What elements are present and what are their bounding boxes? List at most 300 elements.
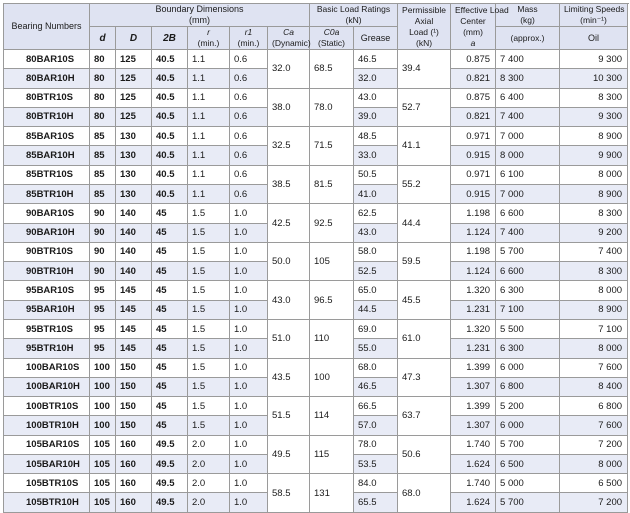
bearing-number-cell: 105BAR10S bbox=[4, 435, 90, 454]
cell-2B: 45 bbox=[152, 300, 188, 319]
cell-oil: 7 400 bbox=[560, 242, 628, 261]
cell-permissible-load: 65.0 bbox=[354, 281, 398, 300]
header-D: D bbox=[116, 27, 152, 50]
cell-permissible-load: 69.0 bbox=[354, 319, 398, 338]
cell-grease: 6 100 bbox=[496, 165, 560, 184]
cell-r1: 1.0 bbox=[230, 319, 268, 338]
cell-permissible-load: 68.0 bbox=[354, 358, 398, 377]
header-r1: r1 (min.) bbox=[230, 27, 268, 50]
cell-2B: 45 bbox=[152, 377, 188, 396]
cell-effective-center: 68.0 bbox=[398, 474, 451, 513]
cell-permissible-load: 58.0 bbox=[354, 242, 398, 261]
cell-effective-center: 41.1 bbox=[398, 127, 451, 166]
cell-grease: 7 000 bbox=[496, 127, 560, 146]
header-permissible-load: Permissible Axial Load (¹) (kN) bbox=[398, 4, 451, 50]
cell-c0a: 110 bbox=[310, 319, 354, 358]
cell-D: 125 bbox=[116, 50, 152, 69]
bearing-number-cell: 95BTR10H bbox=[4, 339, 90, 358]
cell-2B: 45 bbox=[152, 319, 188, 338]
cell-r1: 1.0 bbox=[230, 223, 268, 242]
cell-grease: 7 400 bbox=[496, 107, 560, 126]
cell-effective-center: 47.3 bbox=[398, 358, 451, 397]
cell-r1: 1.0 bbox=[230, 435, 268, 454]
cell-grease: 5 000 bbox=[496, 474, 560, 493]
cell-oil: 10 300 bbox=[560, 69, 628, 88]
cell-ca: 51.5 bbox=[268, 397, 310, 436]
cell-oil: 6 500 bbox=[560, 474, 628, 493]
table-row bbox=[4, 242, 628, 261]
table-row bbox=[4, 127, 628, 146]
cell-r: 1.5 bbox=[188, 204, 230, 223]
cell-r: 1.1 bbox=[188, 184, 230, 203]
cell-2B: 40.5 bbox=[152, 146, 188, 165]
cell-d: 100 bbox=[90, 358, 116, 377]
header-effective-load-center: Effective Load Center (mm) a bbox=[451, 4, 496, 50]
cell-mass: 0.821 bbox=[451, 107, 496, 126]
cell-D: 130 bbox=[116, 127, 152, 146]
cell-2B: 49.5 bbox=[152, 493, 188, 513]
cell-mass: 0.971 bbox=[451, 127, 496, 146]
table-row bbox=[4, 435, 628, 454]
cell-d: 105 bbox=[90, 474, 116, 493]
cell-r: 1.5 bbox=[188, 242, 230, 261]
cell-D: 145 bbox=[116, 281, 152, 300]
header-load-ratings: Basic Load Ratings (kN) bbox=[310, 4, 398, 27]
cell-mass: 0.821 bbox=[451, 69, 496, 88]
cell-effective-center: 63.7 bbox=[398, 397, 451, 436]
cell-r1: 0.6 bbox=[230, 146, 268, 165]
cell-mass: 0.915 bbox=[451, 146, 496, 165]
cell-r1: 0.6 bbox=[230, 88, 268, 107]
cell-2B: 49.5 bbox=[152, 454, 188, 473]
cell-d: 80 bbox=[90, 69, 116, 88]
cell-permissible-load: 39.0 bbox=[354, 107, 398, 126]
cell-oil: 8 000 bbox=[560, 281, 628, 300]
cell-mass: 1.399 bbox=[451, 397, 496, 416]
header-bearing-numbers: Bearing Numbers bbox=[4, 4, 90, 50]
bearing-number-cell: 85BAR10S bbox=[4, 127, 90, 146]
cell-r1: 1.0 bbox=[230, 358, 268, 377]
cell-2B: 45 bbox=[152, 223, 188, 242]
cell-r: 1.5 bbox=[188, 339, 230, 358]
header-2B: 2B bbox=[152, 27, 188, 50]
cell-d: 85 bbox=[90, 165, 116, 184]
cell-oil: 8 300 bbox=[560, 88, 628, 107]
cell-r: 1.5 bbox=[188, 300, 230, 319]
cell-grease: 5 700 bbox=[496, 242, 560, 261]
cell-D: 160 bbox=[116, 435, 152, 454]
cell-ca: 58.5 bbox=[268, 474, 310, 513]
cell-ca: 51.0 bbox=[268, 319, 310, 358]
cell-grease: 6 300 bbox=[496, 339, 560, 358]
cell-d: 85 bbox=[90, 146, 116, 165]
cell-D: 145 bbox=[116, 339, 152, 358]
cell-2B: 40.5 bbox=[152, 69, 188, 88]
bearing-number-cell: 80BAR10H bbox=[4, 69, 90, 88]
cell-r1: 0.6 bbox=[230, 165, 268, 184]
header-c0a: C0a (Static) bbox=[310, 27, 354, 50]
header-d: d bbox=[90, 27, 116, 50]
cell-grease: 6 600 bbox=[496, 262, 560, 281]
cell-grease: 8 300 bbox=[496, 69, 560, 88]
cell-ca: 32.5 bbox=[268, 127, 310, 166]
cell-r: 2.0 bbox=[188, 493, 230, 513]
cell-c0a: 114 bbox=[310, 397, 354, 436]
cell-grease: 5 500 bbox=[496, 319, 560, 338]
cell-mass: 1.740 bbox=[451, 435, 496, 454]
cell-permissible-load: 48.5 bbox=[354, 127, 398, 146]
cell-d: 90 bbox=[90, 242, 116, 261]
cell-permissible-load: 52.5 bbox=[354, 262, 398, 281]
cell-grease: 6 500 bbox=[496, 454, 560, 473]
cell-ca: 32.0 bbox=[268, 50, 310, 89]
cell-2B: 45 bbox=[152, 339, 188, 358]
cell-D: 130 bbox=[116, 184, 152, 203]
cell-oil: 7 600 bbox=[560, 358, 628, 377]
bearing-number-cell: 105BTR10H bbox=[4, 493, 90, 513]
cell-d: 105 bbox=[90, 435, 116, 454]
cell-permissible-load: 46.5 bbox=[354, 50, 398, 69]
cell-D: 160 bbox=[116, 493, 152, 513]
header-boundary-dimensions: Boundary Dimensions (mm) bbox=[90, 4, 310, 27]
cell-grease: 6 000 bbox=[496, 416, 560, 435]
cell-oil: 7 200 bbox=[560, 493, 628, 513]
cell-oil: 7 600 bbox=[560, 416, 628, 435]
bearing-number-cell: 90BAR10H bbox=[4, 223, 90, 242]
cell-r1: 1.0 bbox=[230, 300, 268, 319]
header-grease: Grease bbox=[354, 27, 398, 50]
cell-oil: 8 000 bbox=[560, 454, 628, 473]
bearing-number-cell: 90BTR10S bbox=[4, 242, 90, 261]
cell-mass: 0.875 bbox=[451, 88, 496, 107]
cell-oil: 9 300 bbox=[560, 107, 628, 126]
cell-c0a: 71.5 bbox=[310, 127, 354, 166]
cell-grease: 6 400 bbox=[496, 88, 560, 107]
cell-2B: 45 bbox=[152, 262, 188, 281]
cell-grease: 5 700 bbox=[496, 435, 560, 454]
bearing-number-cell: 80BTR10H bbox=[4, 107, 90, 126]
cell-2B: 49.5 bbox=[152, 435, 188, 454]
cell-permissible-load: 33.0 bbox=[354, 146, 398, 165]
cell-r: 1.5 bbox=[188, 281, 230, 300]
cell-grease: 6 800 bbox=[496, 377, 560, 396]
cell-D: 150 bbox=[116, 377, 152, 396]
cell-r: 1.5 bbox=[188, 416, 230, 435]
cell-permissible-load: 43.0 bbox=[354, 223, 398, 242]
cell-grease: 5 200 bbox=[496, 397, 560, 416]
cell-r: 1.1 bbox=[188, 165, 230, 184]
cell-oil: 8 300 bbox=[560, 262, 628, 281]
cell-r: 1.1 bbox=[188, 69, 230, 88]
cell-mass: 1.124 bbox=[451, 262, 496, 281]
cell-r: 1.5 bbox=[188, 397, 230, 416]
header-r: r (min.) bbox=[188, 27, 230, 50]
cell-effective-center: 50.6 bbox=[398, 435, 451, 474]
cell-r1: 0.6 bbox=[230, 127, 268, 146]
cell-mass: 1.198 bbox=[451, 204, 496, 223]
table-row bbox=[4, 474, 628, 493]
cell-D: 125 bbox=[116, 69, 152, 88]
bearing-number-cell: 100BTR10S bbox=[4, 397, 90, 416]
cell-D: 140 bbox=[116, 262, 152, 281]
bearing-number-cell: 95BAR10S bbox=[4, 281, 90, 300]
cell-d: 100 bbox=[90, 397, 116, 416]
cell-r: 1.5 bbox=[188, 223, 230, 242]
cell-D: 160 bbox=[116, 454, 152, 473]
cell-mass: 1.624 bbox=[451, 493, 496, 513]
cell-c0a: 81.5 bbox=[310, 165, 354, 204]
cell-r: 1.5 bbox=[188, 377, 230, 396]
cell-mass: 1.740 bbox=[451, 474, 496, 493]
cell-d: 80 bbox=[90, 107, 116, 126]
cell-r1: 1.0 bbox=[230, 262, 268, 281]
bearing-number-cell: 90BAR10S bbox=[4, 204, 90, 223]
cell-grease: 7 000 bbox=[496, 184, 560, 203]
cell-mass: 1.307 bbox=[451, 416, 496, 435]
cell-r: 1.5 bbox=[188, 262, 230, 281]
cell-mass: 1.231 bbox=[451, 339, 496, 358]
bearing-number-cell: 100BAR10H bbox=[4, 377, 90, 396]
cell-mass: 1.624 bbox=[451, 454, 496, 473]
cell-D: 130 bbox=[116, 146, 152, 165]
cell-grease: 8 000 bbox=[496, 146, 560, 165]
cell-permissible-load: 66.5 bbox=[354, 397, 398, 416]
cell-effective-center: 45.5 bbox=[398, 281, 451, 320]
cell-grease: 6 600 bbox=[496, 204, 560, 223]
cell-r: 2.0 bbox=[188, 474, 230, 493]
table-row bbox=[4, 397, 628, 416]
cell-2B: 40.5 bbox=[152, 88, 188, 107]
cell-c0a: 92.5 bbox=[310, 204, 354, 243]
cell-mass: 1.399 bbox=[451, 358, 496, 377]
bearing-number-cell: 85BAR10H bbox=[4, 146, 90, 165]
cell-D: 150 bbox=[116, 358, 152, 377]
table-row bbox=[4, 165, 628, 184]
cell-c0a: 115 bbox=[310, 435, 354, 474]
cell-2B: 45 bbox=[152, 416, 188, 435]
cell-effective-center: 52.7 bbox=[398, 88, 451, 127]
cell-oil: 9 200 bbox=[560, 223, 628, 242]
cell-2B: 40.5 bbox=[152, 107, 188, 126]
cell-ca: 38.5 bbox=[268, 165, 310, 204]
cell-d: 95 bbox=[90, 319, 116, 338]
header-oil: Oil bbox=[560, 27, 628, 50]
bearing-number-cell: 80BAR10S bbox=[4, 50, 90, 69]
cell-permissible-load: 55.0 bbox=[354, 339, 398, 358]
cell-ca: 42.5 bbox=[268, 204, 310, 243]
bearing-number-cell: 95BAR10H bbox=[4, 300, 90, 319]
cell-d: 85 bbox=[90, 127, 116, 146]
cell-r: 1.5 bbox=[188, 358, 230, 377]
cell-d: 90 bbox=[90, 204, 116, 223]
cell-oil: 8 900 bbox=[560, 300, 628, 319]
cell-d: 95 bbox=[90, 281, 116, 300]
table-row bbox=[4, 88, 628, 107]
cell-oil: 8 900 bbox=[560, 127, 628, 146]
cell-2B: 45 bbox=[152, 204, 188, 223]
bearing-number-cell: 95BTR10S bbox=[4, 319, 90, 338]
bearing-number-cell: 105BAR10H bbox=[4, 454, 90, 473]
cell-grease: 7 100 bbox=[496, 300, 560, 319]
cell-r: 2.0 bbox=[188, 435, 230, 454]
cell-r1: 1.0 bbox=[230, 493, 268, 513]
cell-mass: 1.231 bbox=[451, 300, 496, 319]
cell-2B: 40.5 bbox=[152, 50, 188, 69]
header-ca: Ca (Dynamic) bbox=[268, 27, 310, 50]
cell-D: 145 bbox=[116, 300, 152, 319]
cell-mass: 1.320 bbox=[451, 281, 496, 300]
cell-r1: 1.0 bbox=[230, 474, 268, 493]
cell-r: 1.1 bbox=[188, 107, 230, 126]
cell-D: 140 bbox=[116, 223, 152, 242]
cell-ca: 38.0 bbox=[268, 88, 310, 127]
header-mass: Mass (kg) bbox=[496, 4, 560, 27]
cell-r1: 1.0 bbox=[230, 397, 268, 416]
cell-mass: 0.971 bbox=[451, 165, 496, 184]
cell-d: 90 bbox=[90, 223, 116, 242]
cell-mass: 1.307 bbox=[451, 377, 496, 396]
cell-permissible-load: 43.0 bbox=[354, 88, 398, 107]
cell-r: 1.1 bbox=[188, 50, 230, 69]
cell-permissible-load: 44.5 bbox=[354, 300, 398, 319]
cell-D: 150 bbox=[116, 416, 152, 435]
table-row bbox=[4, 281, 628, 300]
cell-permissible-load: 78.0 bbox=[354, 435, 398, 454]
cell-r1: 1.0 bbox=[230, 204, 268, 223]
cell-permissible-load: 53.5 bbox=[354, 454, 398, 473]
cell-permissible-load: 65.5 bbox=[354, 493, 398, 513]
cell-D: 160 bbox=[116, 474, 152, 493]
cell-d: 95 bbox=[90, 339, 116, 358]
cell-d: 95 bbox=[90, 300, 116, 319]
cell-r1: 1.0 bbox=[230, 281, 268, 300]
cell-r: 1.5 bbox=[188, 319, 230, 338]
cell-permissible-load: 84.0 bbox=[354, 474, 398, 493]
cell-r1: 1.0 bbox=[230, 416, 268, 435]
cell-ca: 50.0 bbox=[268, 242, 310, 281]
cell-r1: 1.0 bbox=[230, 339, 268, 358]
cell-r1: 0.6 bbox=[230, 107, 268, 126]
cell-r: 1.1 bbox=[188, 88, 230, 107]
cell-2B: 49.5 bbox=[152, 474, 188, 493]
table-row bbox=[4, 358, 628, 377]
cell-c0a: 131 bbox=[310, 474, 354, 513]
cell-D: 125 bbox=[116, 107, 152, 126]
cell-oil: 9 900 bbox=[560, 146, 628, 165]
bearing-number-cell: 90BTR10H bbox=[4, 262, 90, 281]
cell-c0a: 100 bbox=[310, 358, 354, 397]
cell-D: 125 bbox=[116, 88, 152, 107]
cell-r1: 0.6 bbox=[230, 50, 268, 69]
cell-oil: 8 000 bbox=[560, 165, 628, 184]
cell-oil: 6 800 bbox=[560, 397, 628, 416]
cell-2B: 40.5 bbox=[152, 165, 188, 184]
cell-oil: 7 200 bbox=[560, 435, 628, 454]
cell-grease: 6 000 bbox=[496, 358, 560, 377]
cell-D: 140 bbox=[116, 242, 152, 261]
cell-r: 2.0 bbox=[188, 454, 230, 473]
cell-effective-center: 61.0 bbox=[398, 319, 451, 358]
cell-d: 105 bbox=[90, 454, 116, 473]
cell-grease: 7 400 bbox=[496, 50, 560, 69]
cell-r1: 1.0 bbox=[230, 242, 268, 261]
cell-permissible-load: 46.5 bbox=[354, 377, 398, 396]
cell-effective-center: 59.5 bbox=[398, 242, 451, 281]
cell-D: 150 bbox=[116, 397, 152, 416]
table-row bbox=[4, 50, 628, 69]
cell-mass: 1.124 bbox=[451, 223, 496, 242]
cell-d: 100 bbox=[90, 377, 116, 396]
cell-grease: 5 700 bbox=[496, 493, 560, 513]
cell-r1: 0.6 bbox=[230, 184, 268, 203]
cell-permissible-load: 57.0 bbox=[354, 416, 398, 435]
cell-d: 90 bbox=[90, 262, 116, 281]
cell-2B: 45 bbox=[152, 281, 188, 300]
cell-permissible-load: 62.5 bbox=[354, 204, 398, 223]
cell-D: 140 bbox=[116, 204, 152, 223]
bearing-number-cell: 100BTR10H bbox=[4, 416, 90, 435]
cell-permissible-load: 50.5 bbox=[354, 165, 398, 184]
cell-oil: 8 000 bbox=[560, 339, 628, 358]
cell-r: 1.1 bbox=[188, 146, 230, 165]
cell-effective-center: 55.2 bbox=[398, 165, 451, 204]
cell-2B: 45 bbox=[152, 397, 188, 416]
cell-oil: 8 900 bbox=[560, 184, 628, 203]
cell-D: 145 bbox=[116, 319, 152, 338]
cell-d: 85 bbox=[90, 184, 116, 203]
cell-2B: 45 bbox=[152, 358, 188, 377]
bearing-number-cell: 100BAR10S bbox=[4, 358, 90, 377]
table-row bbox=[4, 319, 628, 338]
cell-oil: 8 300 bbox=[560, 204, 628, 223]
cell-grease: 7 400 bbox=[496, 223, 560, 242]
cell-ca: 43.0 bbox=[268, 281, 310, 320]
cell-oil: 8 400 bbox=[560, 377, 628, 396]
cell-oil: 7 100 bbox=[560, 319, 628, 338]
table-body bbox=[4, 50, 628, 513]
cell-ca: 49.5 bbox=[268, 435, 310, 474]
cell-c0a: 68.5 bbox=[310, 50, 354, 89]
cell-c0a: 105 bbox=[310, 242, 354, 281]
cell-r1: 1.0 bbox=[230, 377, 268, 396]
cell-d: 100 bbox=[90, 416, 116, 435]
header-mass-approx: (approx.) bbox=[496, 27, 560, 50]
bearing-number-cell: 85BTR10S bbox=[4, 165, 90, 184]
cell-c0a: 96.5 bbox=[310, 281, 354, 320]
cell-d: 80 bbox=[90, 50, 116, 69]
cell-r: 1.1 bbox=[188, 127, 230, 146]
bearing-number-cell: 80BTR10S bbox=[4, 88, 90, 107]
header-limiting-speeds: Limiting Speeds (min⁻¹) bbox=[560, 4, 628, 27]
cell-2B: 45 bbox=[152, 242, 188, 261]
cell-mass: 1.198 bbox=[451, 242, 496, 261]
bearing-number-cell: 105BTR10S bbox=[4, 474, 90, 493]
cell-mass: 0.875 bbox=[451, 50, 496, 69]
cell-d: 80 bbox=[90, 88, 116, 107]
cell-permissible-load: 32.0 bbox=[354, 69, 398, 88]
cell-grease: 6 300 bbox=[496, 281, 560, 300]
cell-effective-center: 44.4 bbox=[398, 204, 451, 243]
cell-c0a: 78.0 bbox=[310, 88, 354, 127]
cell-D: 130 bbox=[116, 165, 152, 184]
cell-ca: 43.5 bbox=[268, 358, 310, 397]
cell-r1: 0.6 bbox=[230, 69, 268, 88]
cell-2B: 40.5 bbox=[152, 127, 188, 146]
cell-d: 105 bbox=[90, 493, 116, 513]
cell-oil: 9 300 bbox=[560, 50, 628, 69]
cell-mass: 0.915 bbox=[451, 184, 496, 203]
cell-2B: 40.5 bbox=[152, 184, 188, 203]
